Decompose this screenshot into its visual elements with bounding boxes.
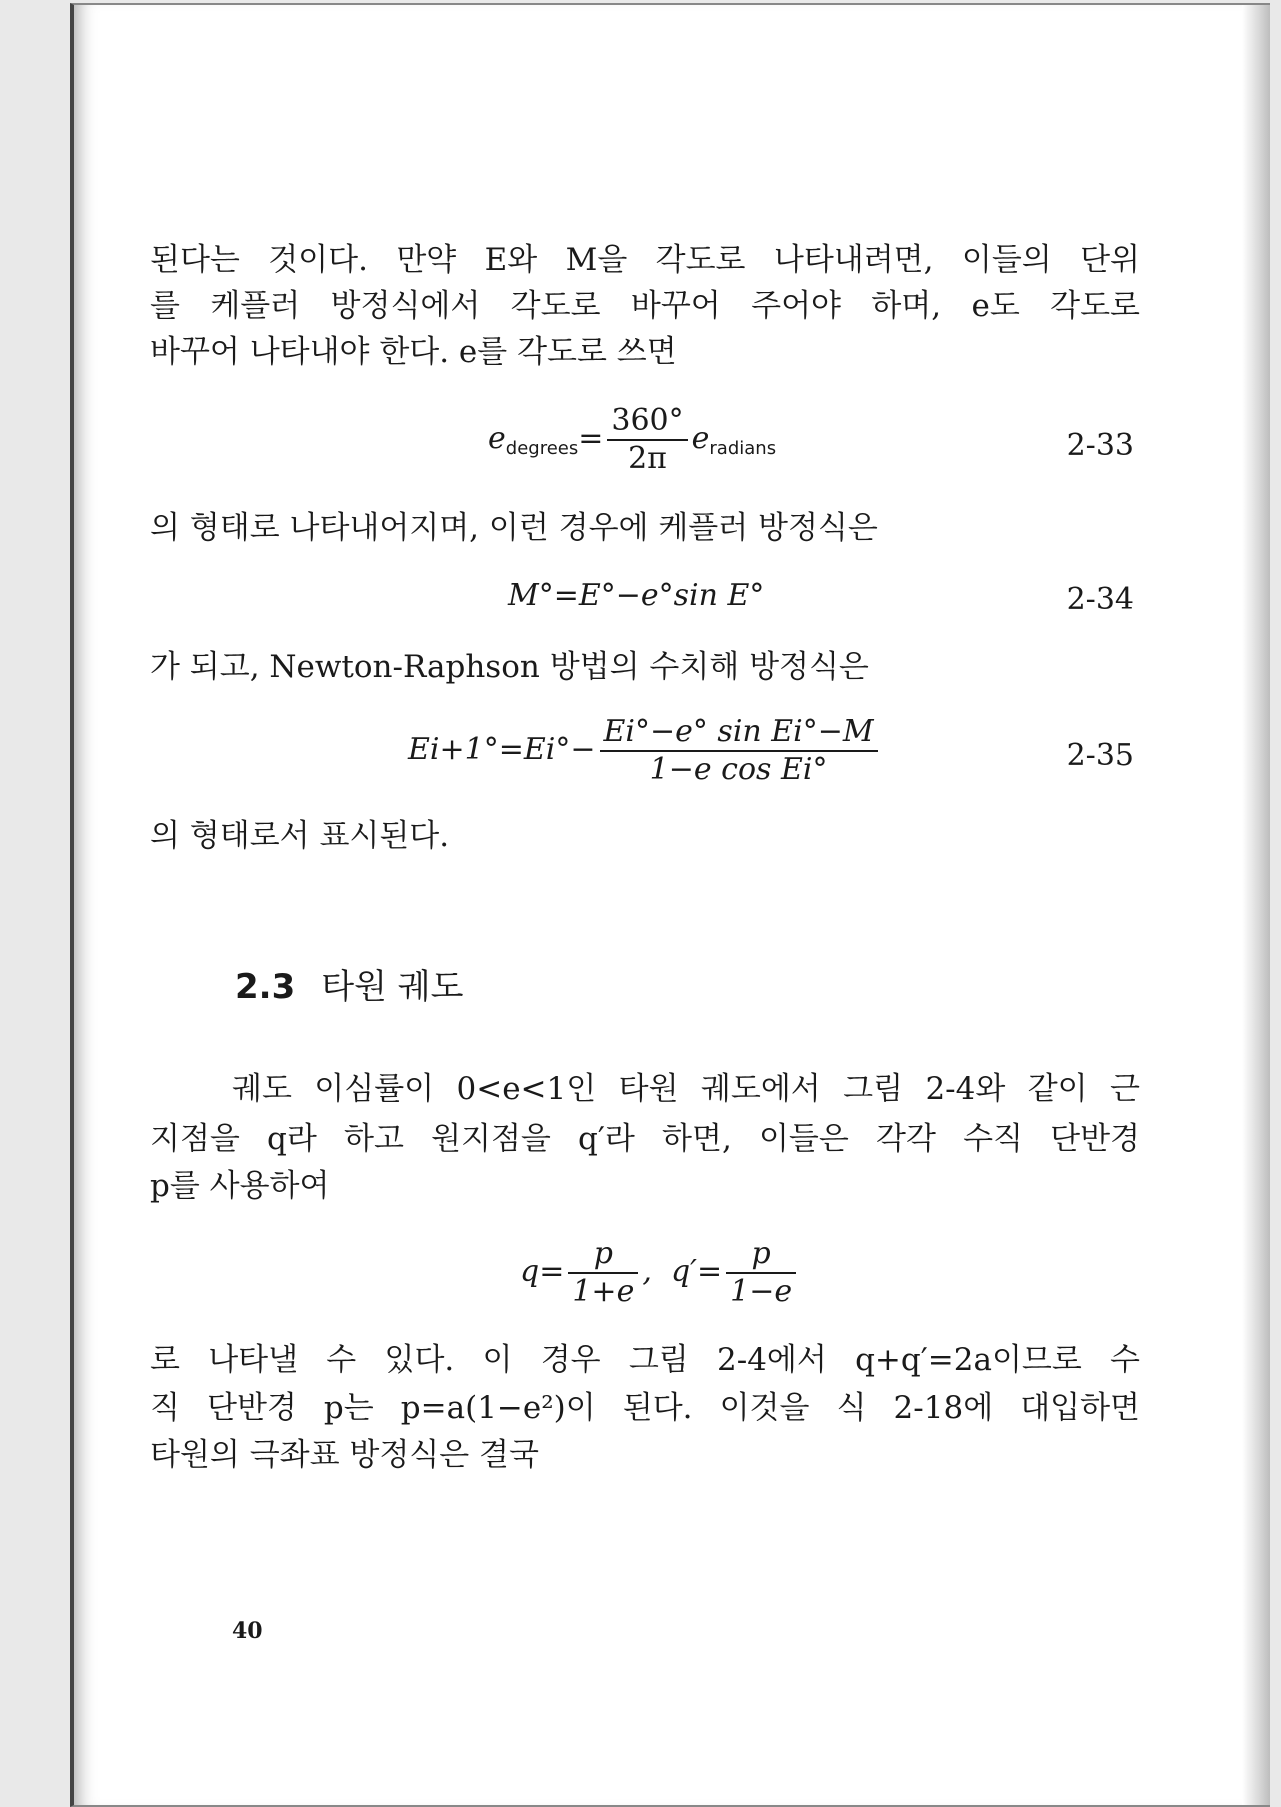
eq235-fraction bbox=[600, 714, 878, 788]
eq-q-numerator: p bbox=[568, 1236, 638, 1274]
eq233-rhs-var: e bbox=[691, 421, 710, 456]
paragraph6-line2: 직 단반경 p는 p=a(1−e²)이 된다. 이것을 식 2-18에 대입하면 bbox=[150, 1390, 1140, 1426]
equation-2-35 bbox=[408, 714, 882, 788]
paragraph1-line3: 바꾸어 나타내야 한다. e를 각도로 쓰면 bbox=[150, 334, 677, 370]
equation-number-2-35: 2-35 bbox=[1066, 738, 1134, 773]
eq233-rhs-sub: radians bbox=[709, 438, 777, 459]
page-edge-shadow bbox=[1242, 5, 1270, 1805]
page-number: 40 bbox=[232, 1618, 263, 1644]
eq-qprime-denominator: 1−e bbox=[730, 1274, 793, 1309]
equation-2-34: M°=E°−e°sin E° bbox=[508, 578, 765, 613]
eq233-fraction bbox=[607, 403, 687, 477]
paragraph5-line2: 지점을 q라 하고 원지점을 q′라 하면, 이들은 각각 수직 단반경 bbox=[150, 1121, 1140, 1157]
paragraph4-line1: 의 형태로서 표시된다. bbox=[150, 818, 450, 854]
eq233-numerator: 360° bbox=[607, 403, 687, 441]
eq-q-denominator: 1+e bbox=[572, 1274, 635, 1309]
paragraph5-line1: 궤도 이심률이 0<e<1인 타원 궤도에서 그림 2-4와 같이 근 bbox=[232, 1071, 1140, 1107]
paragraph5-line3: p를 사용하여 bbox=[150, 1168, 330, 1204]
section-title: 타원 궤도 bbox=[321, 967, 464, 1007]
paragraph1-line1: 된다는 것이다. 만약 E와 M을 각도로 나타내려면, 이들의 단위 bbox=[150, 242, 1140, 278]
eq235-lhs: Ei+1°=Ei°− bbox=[408, 732, 596, 767]
section-number: 2.3 bbox=[235, 967, 296, 1007]
section-heading bbox=[235, 965, 463, 1009]
equation-number-2-34: 2-34 bbox=[1066, 582, 1134, 617]
eq-q-fraction bbox=[568, 1236, 638, 1310]
eq-q-lhs: q= bbox=[520, 1254, 565, 1289]
eq-qprime-fraction bbox=[726, 1236, 796, 1310]
paragraph3-line1: 가 되고, Newton-Raphson 방법의 수치해 방정식은 bbox=[150, 649, 869, 685]
eq233-equals: = bbox=[578, 421, 604, 456]
eq233-lhs-var: e bbox=[488, 421, 506, 456]
paragraph6-line3: 타원의 극좌표 방정식은 결국 bbox=[150, 1437, 539, 1473]
eq235-numerator: Ei°−e° sin Ei°−M bbox=[600, 714, 878, 752]
eq-qprime-numerator: p bbox=[726, 1236, 796, 1274]
eq-q-comma: , bbox=[642, 1254, 652, 1289]
equation-number-2-33: 2-33 bbox=[1066, 428, 1134, 463]
eq-qprime-lhs: q′= bbox=[670, 1254, 723, 1289]
paragraph6-line1: 로 나타낼 수 있다. 이 경우 그림 2-4에서 q+q′=2a이므로 수 bbox=[150, 1342, 1140, 1378]
paragraph2-line1: 의 형태로 나타내어지며, 이런 경우에 케플러 방정식은 bbox=[150, 510, 878, 546]
paragraph1-line2: 를 케플러 방정식에서 각도로 바꾸어 주어야 하며, e도 각도로 bbox=[150, 288, 1140, 324]
eq235-denominator: 1−e cos Ei° bbox=[649, 752, 828, 787]
eq233-denominator: 2π bbox=[628, 441, 667, 476]
equation-q-qprime bbox=[520, 1236, 800, 1310]
eq233-lhs-sub: degrees bbox=[505, 438, 579, 459]
equation-2-33 bbox=[488, 403, 776, 477]
